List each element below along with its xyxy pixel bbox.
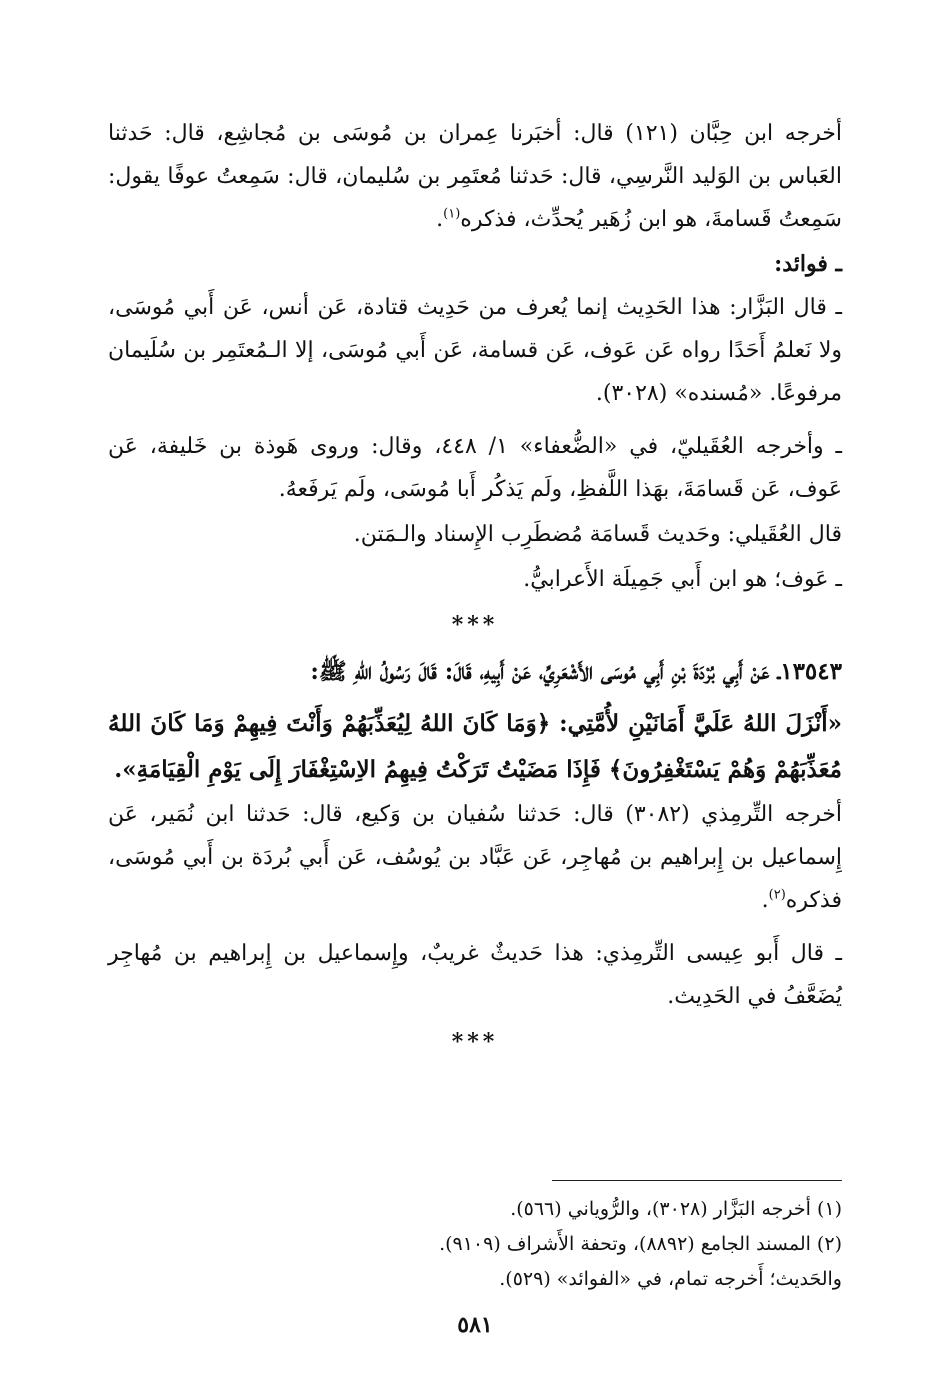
ibn-hibban-end: . xyxy=(436,207,444,232)
ibn-hibban-text: أخرجه ابن حِبَّان (١٢١) قال: أخبَرنا عِمران بن مُوسَى بن مُجاشِع، قال: حَدثنا العَباس بن الوَليد النَّرسِي، قال: حَدثنا مُعتَمِر بن سُليمان، قال: سَمِعتُ عوفًا يقول: سَمِعتُ قَسامةَ، هو ابن زُهَير يُحدِّث، فذكره xyxy=(108,121,842,232)
footnote-1: (١) أخرجه البَزَّار (٣٠٢٨)، والرُّوياني (٥٦٦). xyxy=(510,1198,842,1220)
footnote-ref-2[interactable]: (٢) xyxy=(768,887,786,903)
hadith-number: ١٣٥٤٣ xyxy=(780,658,842,685)
footnote-ref-1[interactable]: (١) xyxy=(443,206,461,222)
tirmidhi-takhrij-text: أخرجه التِّرمِذي (٣٠٨٢) قال: حَدثنا سُفيان بن وَكيع، قال: حَدثنا ابن نُمَير، عَن إِسماعيل بن إِبراهيم بن مُهاجِر، عَن عَبَّاد بن يُوسُف، عَن أَبي بُردَة بن أَبي مُوسَى، فذكره xyxy=(108,802,842,913)
tirmidhi-note: ـ قال أَبو عِيسى التِّرمِذي: هذا حَديثٌ غريبٌ، وإِسماعيل بن إِبراهيم بن مُهاجِر يُضَعَّفُ في الحَدِيث. xyxy=(108,941,842,1009)
footnote-rule xyxy=(552,1180,842,1181)
fawaid-bazzar: ـ قال البَزَّار: هذا الحَدِيث إنما يُعرف من حَدِيث قتادة، عَن أنس، عَن أَبي مُوسَى، ولا نَعلمُ أَحَدًا رواه عَن عَوف، عَن قسامة، عَن أَبي مُوسَى، إلا الـمُعتَمِر بن سُلَيمان مرفوعًا. «مُسنده» (٣٠٢٨). xyxy=(108,295,842,406)
fawaid-heading: ـ فوائد: xyxy=(774,251,842,277)
footnote-2-continued: والحَديث؛ أَخرجه تمام، في «الفوائد» (٥٢٩). xyxy=(499,1268,842,1290)
page-number: ٥٨١ xyxy=(457,1312,493,1338)
footnote-2: (٢) المسند الجامع (٨٨٩٢)، وتحفة الأَشراف (٩١٠٩). xyxy=(439,1233,842,1255)
hadith-isnad: ـ عَنْ أَبِي بُرْدَةَ بْنِ أَبِي مُوسَى الأَشْعَرِيِّ، عَنْ أَبِيهِ، قَالَ: قَالَ رَسُولُ اللهِ ﷺ: xyxy=(310,658,781,685)
fawaid-uqayli-note: قال العُقَيلي: وحَديث قَسامَة مُضطَرِب الإِسناد والـمَتن. xyxy=(353,522,842,547)
hadith-header xyxy=(108,649,842,695)
fawaid-uqayli: ـ وأخرجه العُقَيليّ، في «الضُّعفاء» ١/ ٤٤٨، وقال: وروى هَوذة بن خَليفة، عَن عَوف، عَن قَسامَةَ، بهَذا اللَّفظِ، ولَم يَذكُر أَبا مُوسَى، ولَم يَرفَعهُ. xyxy=(108,434,842,502)
footnotes xyxy=(108,1192,842,1297)
section-divider-end: *** xyxy=(451,1029,499,1055)
section-divider: *** xyxy=(451,612,499,638)
ibn-hibban-paragraph xyxy=(108,112,842,241)
page-body xyxy=(108,112,842,1345)
hadith-matn: «أَنْزَلَ اللهُ عَلَيَّ أَمَانَيْنِ لأُمَّتِي: ﴿وَمَا كَانَ اللهُ لِيُعَذِّبَهُمْ وَأَنْتَ فِيهِمْ وَمَا كَانَ اللهُ مُعَذِّبَهُمْ وَهُمْ يَسْتَغْفِرُونَ﴾ فَإِذَا مَضَيْتُ تَرَكْتُ فِيهِمُ الاِسْتِغْفَارَ إِلَى يَوْمِ الْقِيَامَةِ». xyxy=(108,710,842,783)
tirmidhi-takhrij xyxy=(108,793,842,922)
fawaid-awf: ـ عَوف؛ هو ابن أَبي جَمِيلَة الأَعرابيُّ. xyxy=(523,567,842,592)
tirmidhi-takhrij-end: . xyxy=(761,888,769,913)
